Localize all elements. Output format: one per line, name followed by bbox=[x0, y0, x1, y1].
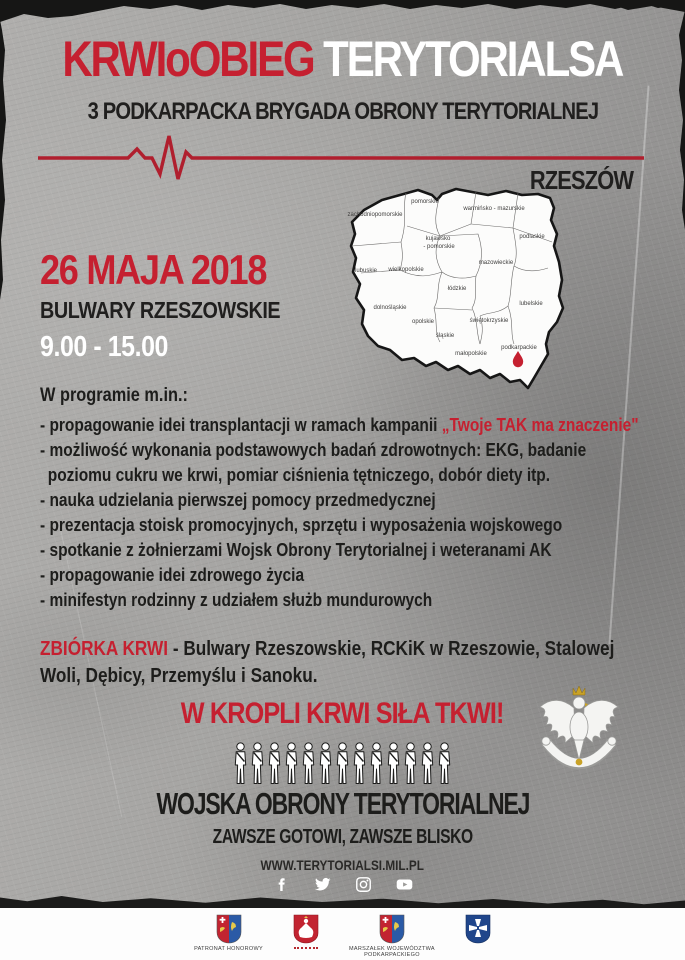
footer-logos bbox=[0, 908, 685, 960]
map-label: warmińsko - mazurskie bbox=[463, 206, 525, 212]
program-item: - możliwość wykonania podstawowych badań zdrowotnych: EKG, badanie bbox=[40, 440, 587, 460]
podkarpackie-crest-icon bbox=[379, 914, 405, 944]
soldier-icon bbox=[369, 742, 384, 785]
program-item: - propagowanie idei transplantacji w ramach kampanii „Twoje TAK ma znaczenie" bbox=[40, 415, 639, 435]
soldier-icon bbox=[284, 742, 299, 785]
soldier-icon bbox=[352, 742, 367, 785]
facebook-icon[interactable] bbox=[273, 876, 290, 893]
map-label: pomorskie bbox=[411, 199, 439, 205]
event-hours: 9.00 - 15.00 bbox=[40, 331, 168, 363]
soldier-icon bbox=[267, 742, 282, 785]
subtitle: 3 PODKARPACKA BRYGADA OBRONY TERYTORIALNEJ bbox=[87, 98, 598, 125]
map-label: dolnośląskie bbox=[373, 305, 407, 311]
motto: ZAWSZE GOTOWI, ZAWSZE BLISKO bbox=[212, 826, 473, 848]
soldier-row bbox=[0, 742, 685, 785]
program-item: poziomu cukru we krwi, pomiar ciśnienia tętniczego, dobór diety itp. bbox=[47, 465, 551, 485]
logo-caption: PATRONAT HONOROWY bbox=[194, 946, 263, 952]
patronat-logo bbox=[194, 914, 263, 952]
eagle-logo bbox=[293, 914, 319, 949]
program-item: - nauka udzielania pierwszej pomocy przedmedycznej bbox=[40, 490, 436, 510]
map-label: świętokrzyskie bbox=[469, 318, 509, 324]
podkarpackie-crest-icon bbox=[216, 914, 242, 944]
city-label: RZESZÓW bbox=[529, 165, 634, 195]
soldier-icon bbox=[403, 742, 418, 785]
program-item: - minifestyn rodzinny z udziałem służb mundurowych bbox=[40, 590, 433, 610]
title-red: KRWIoOBIEG bbox=[62, 31, 314, 87]
torn-bottom-edge bbox=[0, 893, 685, 908]
poland-map-svg bbox=[338, 186, 570, 398]
map-label: lubuskie bbox=[354, 268, 378, 274]
website-url: WWW.TERYTORIALSI.MIL.PL bbox=[260, 857, 425, 873]
blood-drive-text: - Bulwary Rzeszowskie, RCKiK w Rzeszowie, Stalowej Woli, Dębicy, Przemyślu i Sanoku. bbox=[40, 638, 615, 687]
marszalek-logo bbox=[349, 914, 435, 958]
program-list bbox=[40, 413, 685, 613]
soldier-icon bbox=[318, 742, 333, 785]
map-label: łódzkie bbox=[447, 286, 467, 292]
map-label: śląskie bbox=[435, 333, 455, 339]
title-white: TERYTORIALSA bbox=[323, 31, 623, 87]
logo-caption: MARSZAŁEK WOJEWÓDZTWA PODKARPACKIEGO bbox=[349, 946, 435, 958]
rzeszow-logo bbox=[465, 914, 491, 944]
slogan: W KROPLI KRWI SIŁA TKWI! bbox=[181, 697, 504, 730]
organization-name: WOJSKA OBRONY TERYTORIALNEJ bbox=[156, 786, 529, 821]
map-label: małopolskie bbox=[455, 351, 487, 357]
soldier-icon bbox=[335, 742, 350, 785]
soldier-icon bbox=[420, 742, 435, 785]
poland-map bbox=[338, 186, 570, 403]
program-item: - spotkanie z żołnierzami Wojsk Obrony Terytorialnej i weteranami AK bbox=[40, 540, 552, 560]
illegible-caption-line bbox=[294, 947, 318, 949]
map-label: mazowieckie bbox=[478, 260, 514, 266]
soldier-icon bbox=[250, 742, 265, 785]
map-label: kujawsko bbox=[425, 236, 451, 242]
event-venue: BULWARY RZESZOWSKIE bbox=[40, 297, 281, 323]
map-label: - pomorskie bbox=[423, 244, 455, 250]
program-item: - prezentacja stoisk promocyjnych, sprzętu i wyposażenia wojskowego bbox=[40, 515, 563, 535]
polish-eagle-crest-icon bbox=[293, 914, 319, 944]
blood-drive-label: ZBIÓRKA KRWI bbox=[40, 638, 169, 660]
soldier-icon bbox=[301, 742, 316, 785]
map-label: wielkopolskie bbox=[388, 267, 424, 273]
soldier-icon bbox=[386, 742, 401, 785]
map-label: lubelskie bbox=[519, 301, 543, 307]
page-title bbox=[0, 30, 685, 88]
youtube-icon[interactable] bbox=[396, 876, 413, 893]
program-item: - propagowanie idei zdrowego życia bbox=[40, 565, 305, 585]
soldier-icon bbox=[233, 742, 248, 785]
map-label: opolskie bbox=[411, 319, 435, 325]
map-label: podlaskie bbox=[519, 234, 545, 240]
map-label: zachodniopomorskie bbox=[347, 212, 403, 218]
rzeszow-crest-icon bbox=[465, 914, 491, 944]
social-icons bbox=[0, 876, 685, 893]
twitter-icon[interactable] bbox=[314, 876, 331, 893]
program-heading: W programie m.in.: bbox=[40, 385, 188, 406]
soldier-icon bbox=[437, 742, 452, 785]
instagram-icon[interactable] bbox=[355, 876, 372, 893]
event-date: 26 MAJA 2018 bbox=[40, 246, 267, 293]
map-label: podkarpackie bbox=[501, 345, 537, 351]
